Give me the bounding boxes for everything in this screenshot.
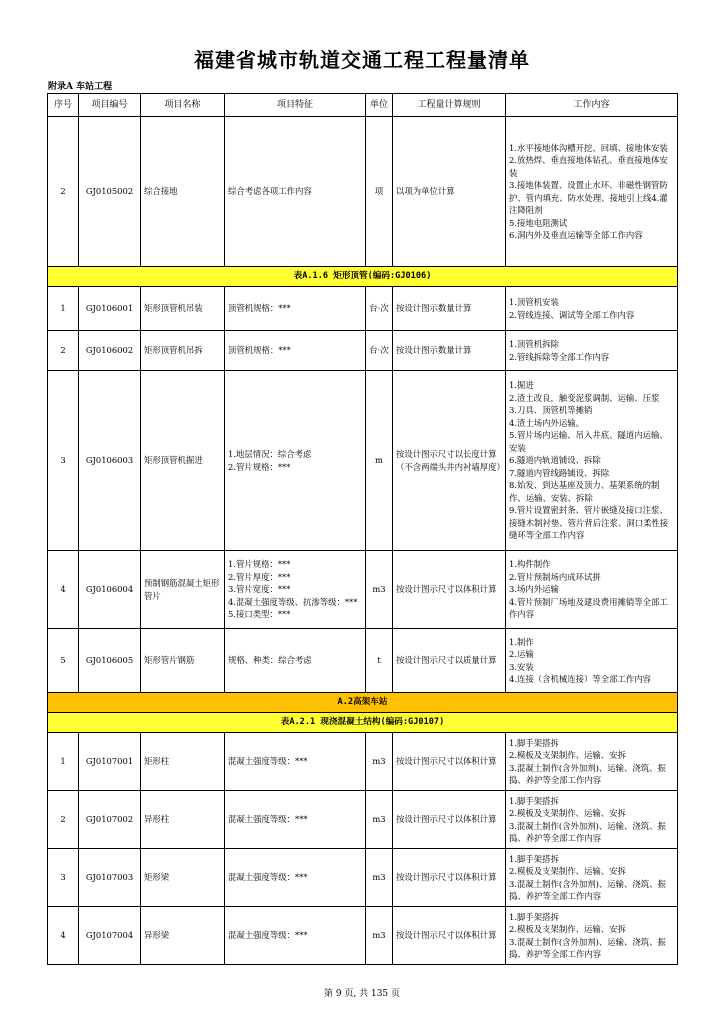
cell-unit: m xyxy=(366,371,393,551)
cell-no: 4 xyxy=(48,907,79,965)
page-footer: 第 9 页, 共 135 页 xyxy=(323,989,401,999)
cell-unit: 台·次 xyxy=(366,331,393,371)
cell-name: 异形柱 xyxy=(141,791,225,849)
cell-feature: 规格、种类：综合考虑 xyxy=(225,629,366,693)
cell-feature: 混凝土强度等级：*** xyxy=(225,907,366,965)
section-title-a21: 表A.2.1 现浇混凝土结构(编码:GJ0107) xyxy=(48,713,678,733)
cell-unit: 台·次 xyxy=(366,287,393,331)
cell-code: GJ0107001 xyxy=(79,733,141,791)
cell-rule: 按设计图示尺寸以体积计算 xyxy=(393,791,506,849)
cell-no: 3 xyxy=(48,371,79,551)
cell-work: 1.脚手架搭拆 2.模板及支架制作、运输、安拆 3.混凝土制作(含外加剂)、运输、浇筑、振捣、养护等全部工作内容 xyxy=(506,849,678,907)
section-title-a2: A.2高架车站 xyxy=(48,693,678,713)
cell-code: GJ0107003 xyxy=(79,849,141,907)
cell-work: 1.顶管机拆除 2.管线拆除等全部工作内容 xyxy=(506,331,678,371)
col-header: 序号 xyxy=(48,94,79,117)
cell-unit: m3 xyxy=(366,733,393,791)
cell-feature: 混凝土强度等级：*** xyxy=(225,791,366,849)
cell-code: GJ0106004 xyxy=(79,551,141,629)
cell-rule: 以项为单位计算 xyxy=(393,117,506,267)
cell-rule: 按设计图示尺寸以体积计算 xyxy=(393,849,506,907)
cell-unit: 项 xyxy=(366,117,393,267)
table-row xyxy=(48,117,678,267)
cell-no: 2 xyxy=(48,331,79,371)
cell-feature: 顶管机规格：*** xyxy=(225,287,366,331)
cell-no: 4 xyxy=(48,551,79,629)
table-row xyxy=(48,551,678,629)
cell-unit: m3 xyxy=(366,791,393,849)
cell-feature: 综合考虑各项工作内容 xyxy=(225,117,366,267)
cell-rule: 按设计图示尺寸以体积计算 xyxy=(393,907,506,965)
cell-feature: 顶管机规格：*** xyxy=(225,331,366,371)
cell-rule: 按设计图示尺寸以体积计算 xyxy=(393,551,506,629)
cell-name: 矩形管片钢筋 xyxy=(141,629,225,693)
cell-name: 综合接地 xyxy=(141,117,225,267)
cell-work: 1.掘进 2.渣土改良，触变泥浆调制、运输、压浆 3.刀具、顶管机等摊销 4.渣土场内外运输。 5.管片场内运输、吊入井底、隧道内运输、安装 6.隧道内轨道铺设、拆除 7.隧道内管线路铺设、拆除 8.始发、到达基座及顶力、基架系统的制作、运输、安装、拆除 9.管片设置密封条、管片嵌缝及接口注浆、接缝木制衬垫、管片背后注浆、洞口柔性接缝环等全部工作内容 xyxy=(506,371,678,551)
cell-name: 异形梁 xyxy=(141,907,225,965)
cell-feature: 1.地层情况：综合考虑 2.管片规格：*** xyxy=(225,371,366,551)
col-header: 工作内容 xyxy=(506,94,678,117)
table-row xyxy=(48,287,678,331)
cell-unit: m3 xyxy=(366,907,393,965)
cell-no: 1 xyxy=(48,733,79,791)
cell-name: 预制钢筋混凝土矩形管片 xyxy=(141,551,225,629)
cell-work: 1.顶管机安装 2.管线连接、调试等全部工作内容 xyxy=(506,287,678,331)
cell-no: 2 xyxy=(48,117,79,267)
appendix-label: 附录A 车站工程 xyxy=(48,82,113,92)
cell-no: 1 xyxy=(48,287,79,331)
table-row xyxy=(48,629,678,693)
section-title-a16: 表A.1.6 矩形顶管(编码:GJ0106) xyxy=(48,267,678,287)
table-row xyxy=(48,907,678,965)
cell-unit: m3 xyxy=(366,849,393,907)
section-row xyxy=(48,713,678,733)
col-header: 项目特征 xyxy=(225,94,366,117)
cell-rule: 按设计图示数量计算 xyxy=(393,287,506,331)
cell-name: 矩形顶管机吊装 xyxy=(141,287,225,331)
cell-code: GJ0107004 xyxy=(79,907,141,965)
col-header: 项目编号 xyxy=(79,94,141,117)
cell-rule: 按设计图示尺寸以长度计算（不含两端头井内衬墙厚度） xyxy=(393,371,506,551)
table-row xyxy=(48,791,678,849)
cell-work: 1.水平接地体沟槽开挖、回填、接地体安装 2.放热焊、垂直接地体钻孔、垂直接地体安装 3.接地体装置、设置止水环、非磁性钢管防护、管内填充、防水处理、接地引上线4.灌注降阻剂 5.接地电阻测试 6.洞内外及垂直运输等全部工作内容 xyxy=(506,117,678,267)
cell-name: 矩形顶管机吊拆 xyxy=(141,331,225,371)
cell-work: 1.脚手架搭拆 2.模板及支架制作、运输、安拆 3.混凝土制作(含外加剂)、运输、浇筑、振捣、养护等全部工作内容 xyxy=(506,907,678,965)
table-row xyxy=(48,733,678,791)
cell-code: GJ0105002 xyxy=(79,117,141,267)
col-header: 项目名称 xyxy=(141,94,225,117)
cell-work: 1.脚手架搭拆 2.模板及支架制作、运输、安拆 3.混凝土制作(含外加剂)、运输、浇筑、振捣、养护等全部工作内容 xyxy=(506,791,678,849)
cell-feature: 1.管片规格：*** 2.管片厚度：*** 3.管片宽度：*** 4.混凝土强度等级、抗渗等级：*** 5.接口类型：*** xyxy=(225,551,366,629)
cell-code: GJ0106002 xyxy=(79,331,141,371)
table-row xyxy=(48,849,678,907)
cell-no: 5 xyxy=(48,629,79,693)
cell-code: GJ0107002 xyxy=(79,791,141,849)
table-row xyxy=(48,331,678,371)
cell-feature: 混凝土强度等级：*** xyxy=(225,849,366,907)
cell-no: 2 xyxy=(48,791,79,849)
cell-feature: 混凝土强度等级：*** xyxy=(225,733,366,791)
cell-name: 矩形柱 xyxy=(141,733,225,791)
section-row xyxy=(48,693,678,713)
cell-unit: t xyxy=(366,629,393,693)
cell-work: 1.脚手架搭拆 2.模板及支架制作、运输、安拆 3.混凝土制作(含外加剂)、运输、浇筑、振捣、养护等全部工作内容 xyxy=(506,733,678,791)
cell-code: GJ0106005 xyxy=(79,629,141,693)
table-row xyxy=(48,371,678,551)
cell-code: GJ0106003 xyxy=(79,371,141,551)
section-row xyxy=(48,267,678,287)
cell-rule: 按设计图示尺寸以体积计算 xyxy=(393,733,506,791)
cell-no: 3 xyxy=(48,849,79,907)
col-header: 工程量计算规则 xyxy=(393,94,506,117)
cell-unit: m3 xyxy=(366,551,393,629)
cell-code: GJ0106001 xyxy=(79,287,141,331)
bill-table xyxy=(47,93,678,965)
cell-work: 1.制作 2.运输 3.安装 4.连接（含机械连接）等全部工作内容 xyxy=(506,629,678,693)
cell-name: 矩形梁 xyxy=(141,849,225,907)
cell-rule: 按设计图示数量计算 xyxy=(393,331,506,371)
cell-name: 矩形顶管机掘进 xyxy=(141,371,225,551)
cell-rule: 按设计图示尺寸以质量计算 xyxy=(393,629,506,693)
cell-work: 1.构件制作 2.管片预制场内成环试拼 3.场内外运输 4.管片预制厂场地及建设费用摊销等全部工作内容 xyxy=(506,551,678,629)
page-title: 福建省城市轨道交通工程工程量清单 xyxy=(194,48,530,72)
table-header-row xyxy=(48,94,678,117)
col-header: 单位 xyxy=(366,94,393,117)
